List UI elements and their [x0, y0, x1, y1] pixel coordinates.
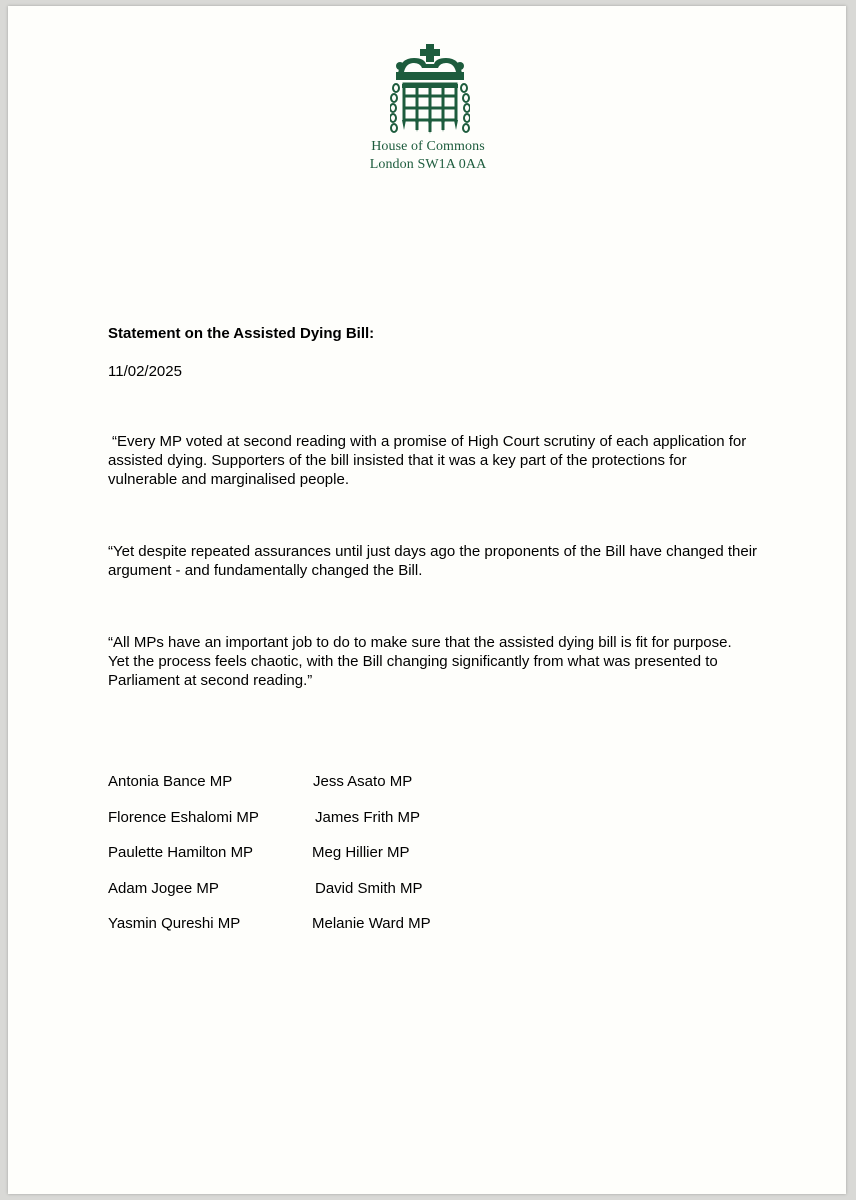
signatory: Florence Eshalomi MP: [108, 809, 259, 826]
signatory: James Frith MP: [315, 809, 421, 826]
signatory: Yasmin Qureshi MP: [108, 915, 241, 932]
statement-date: 11/02/2025: [108, 363, 182, 380]
portcullis-crown-icon: [390, 44, 470, 140]
paragraph-line: “All MPs have an important job to do to make sure that the assisted dying bill is fit for purpose.: [108, 634, 732, 651]
statement-title: Statement on the Assisted Dying Bill:: [108, 325, 375, 342]
signatory: Antonia Bance MP: [108, 773, 233, 790]
paragraph-line: assisted dying. Supporters of the bill insisted that it was a key part of the protections for: [108, 452, 687, 469]
paragraph-line: argument - and fundamentally changed the Bill.: [108, 562, 423, 579]
paragraph-line: “Yet despite repeated assurances until just days ago the proponents of the Bill have changed their: [108, 543, 758, 560]
paragraph-1: [108, 432, 747, 489]
signatory: Paulette Hamilton MP: [108, 844, 254, 861]
signatory: Melanie Ward MP: [312, 915, 431, 932]
signatory: Meg Hillier MP: [312, 844, 410, 861]
signatory: David Smith MP: [315, 880, 423, 897]
paragraph-3: [108, 633, 732, 690]
paragraph-line: Parliament at second reading.”: [108, 672, 313, 689]
paragraph-line: “Every MP voted at second reading with a promise of High Court scrutiny of each application for: [112, 433, 747, 450]
org-name: House of Commons: [371, 139, 485, 154]
paragraph-line: vulnerable and marginalised people.: [108, 471, 349, 488]
signatory: Adam Jogee MP: [108, 880, 219, 897]
org-address: London SW1A 0AA: [369, 157, 487, 172]
letter-page: [8, 6, 846, 1194]
signatory: Jess Asato MP: [313, 773, 413, 790]
paragraph-line: Yet the process feels chaotic, with the Bill changing significantly from what was presented to: [108, 653, 718, 670]
paragraph-2: [108, 542, 757, 580]
